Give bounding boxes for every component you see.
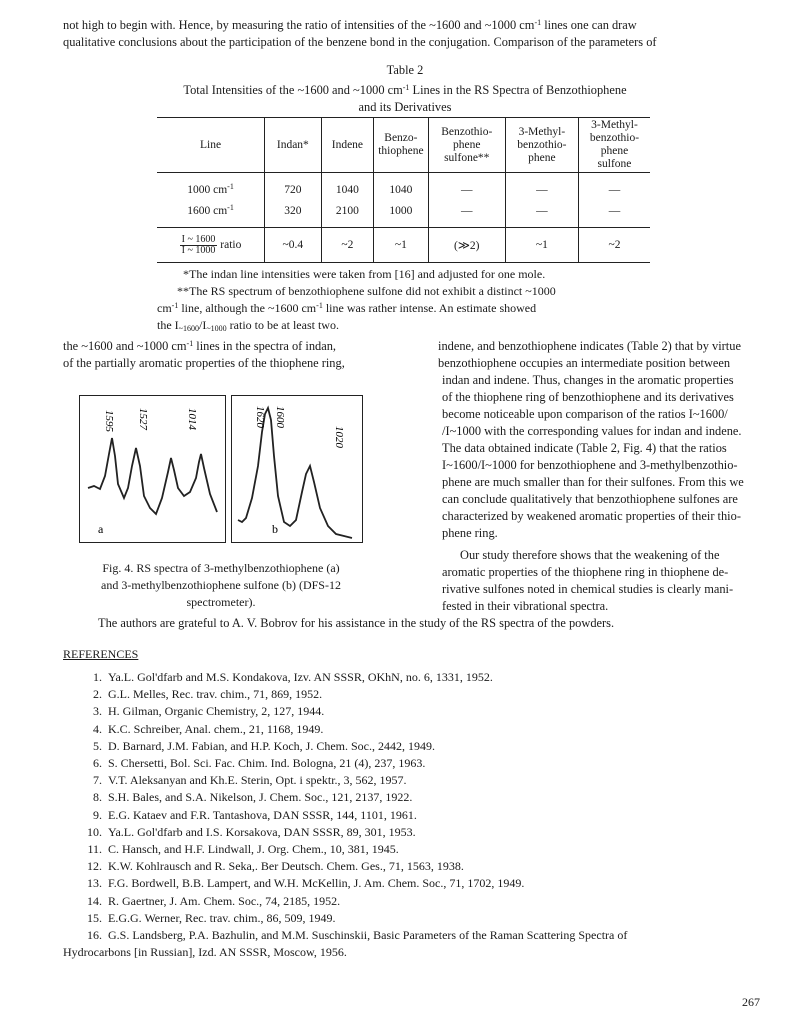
list-item: 6. S. Chersetti, Bol. Sci. Fac. Chim. Ind. Bologna, 21 (4), 237, 1963.	[93, 756, 426, 771]
list-item: 10. Ya.L. Gol'dfarb and I.S. Korsakova, DAN SSSR, 89, 301, 1953.	[87, 824, 416, 839]
intro-text: not high to begin with. Hence, by measuring the ratio of intensities of the ~1600 and ~1000 $cm^{-1}$ lines one can draw qualitative conclusions about the participation of the benzene bond in the conjugation. Comparison of the parameters of	[63, 18, 657, 49]
panel-label: b	[272, 522, 278, 536]
table-cell: ~1	[505, 228, 578, 263]
table-row	[157, 201, 650, 228]
footnote-2: **The RS spectrum of benzothiophene sulfone did not exhibit a distinct ~1000	[177, 284, 556, 298]
header-benzothiophene-sulfone: Benzothio- phene sulfone**	[428, 118, 505, 173]
list-item: 9. E.G. Kataev and F.R. Tantashova, DAN SSSR, 144, 1101, 1961.	[93, 807, 417, 822]
list-item: 12. K.W. Kohlrausch and R. Seka,. Ber Deutsch. Chem. Ges., 71, 1563, 1938.	[87, 859, 464, 874]
list-item: 7. V.T. Aleksanyan and Kh.E. Sterin, Opt. i spektr., 3, 562, 1957.	[93, 773, 407, 788]
header-indan: Indan*	[265, 118, 322, 173]
row-line-label: 1600 $cm^{-1}$	[187, 203, 234, 217]
table-cell: ~2	[321, 228, 373, 263]
peak-label: 1620	[254, 406, 266, 428]
header-indene: Indene	[321, 118, 373, 173]
table-cell: ~1	[374, 228, 429, 263]
table-cell: —	[505, 201, 578, 228]
figure-caption: Fig. 4. RS spectra of 3-methylbenzothiophene (a) and 3-methylbenzothiophene sulfone (b) (DFS-12 spectrometer).	[101, 561, 341, 609]
peak-label: 1527	[137, 408, 149, 430]
header-methyl-benzothiophene: 3-Methyl- benzothio- phene	[505, 118, 578, 173]
table-cell: —	[505, 173, 578, 202]
intensity-table	[157, 117, 650, 263]
peak-label: 1600	[274, 406, 286, 428]
list-item: 1. Ya.L. Gol'dfarb and M.S. Kondakova, Izv. AN SSSR, OKhN, no. 6, 1331, 1952.	[93, 670, 493, 684]
acknowledgement: The authors are grateful to A. V. Bobrov for his assistance in the study of the RS spectra of the powders.	[98, 616, 615, 630]
table-cell: 320	[265, 201, 322, 228]
list-item: 2. G.L. Melles, Rec. trav. chim., 71, 869, 1952.	[93, 687, 323, 702]
body-left: the ~1600 and ~1000 $cm^{-1}$ lines in the spectra of indan, of the partially aromatic properties of the thiophene ring,	[63, 339, 345, 370]
list-item: 4. K.C. Schreiber, Anal. chem., 21, 1168, 1949.	[93, 721, 324, 736]
body-right: indene, and benzothiophene indicates (Table 2) that by virtue benzothiophene occupies an intermediate position between indan and indene. Thus, changes in the aromatic properties of the thiophene ring of benzothiophene and its derivatives become noticeable upon comparison of the ratios I~1600/ /I~1000 with the corresponding values for indan and indene. The data obtained indicate (Table 2, Fig. 4) that the ratios I~1600/I~1000 for benzothiophene and 3-methylbenzothio- phene are much smaller than for their sulfones. From this we can conclude qualitatively that benzothiophene sulfones are characterized by weakened aromatic properties of their thio- phene ring. Our study therefore shows that the weakening of the aromatic properties of the thiophene ring in thiophene de- rivative sulfones noted in chemical studies is clearly mani- fested in their vibrational spectra.	[438, 339, 744, 613]
peak-label: 1020	[333, 426, 345, 448]
figure-panel-b	[231, 395, 363, 543]
footnote-1: *The indan line intensities were taken from [16] and adjusted for one mole.	[183, 267, 546, 281]
references-list	[78, 669, 778, 944]
peak-label: 1014	[186, 408, 198, 430]
header-line: Line	[157, 118, 265, 173]
list-item: 8. S.H. Bales, and S.A. Nikelson, J. Chem. Soc., 121, 2137, 1922.	[93, 790, 413, 805]
header-methyl-benzothiophene-sulfone: 3-Methyl- benzothio- phene sulfone	[578, 118, 650, 173]
table-cell: —	[578, 173, 650, 202]
spectrum-b	[232, 396, 362, 542]
ratio-label: $\frac{I \sim 1600}{I \sim 1000}$ ratio	[157, 228, 265, 263]
table-cell: —	[428, 173, 505, 202]
row-line-label: 1000 $cm^{-1}$	[187, 182, 234, 196]
table-ratio-row	[157, 228, 650, 263]
figure-panel-a	[79, 395, 226, 543]
spectrum-a	[80, 396, 225, 542]
table-cell: 1000	[374, 201, 429, 228]
list-item: 15. E.G.G. Werner, Rec. trav. chim., 86, 509, 1949.	[87, 910, 336, 925]
list-item: 13. F.G. Bordwell, B.B. Lampert, and W.H. McKellin, J. Am. Chem. Soc., 71, 1702, 1949.	[87, 876, 525, 891]
list-item: 3. H. Gilman, Organic Chemistry, 2, 127, 1944.	[93, 704, 325, 719]
table-cell: ~2	[578, 228, 650, 263]
peak-label: 1595	[103, 410, 115, 432]
header-benzothiophene: Benzo- thiophene	[374, 118, 429, 173]
table-label: Table 2	[386, 63, 424, 77]
references-heading: REFERENCES	[63, 647, 139, 661]
panel-label: a	[98, 522, 104, 536]
table-cell: 1040	[321, 173, 373, 202]
table-row	[157, 173, 650, 202]
table-caption: Total Intensities of the ~1600 and ~1000 $cm^{-1}$ Lines in the RS Spectra of Benzothiophene and its Derivatives	[183, 83, 627, 114]
list-item: 14. R. Gaertner, J. Am. Chem. Soc., 74, 2185, 1952.	[87, 893, 341, 908]
table-cell: (≫2)	[428, 228, 505, 263]
list-item: 11. C. Hansch, and H.F. Lindwall, J. Org. Chem., 10, 381, 1945.	[87, 842, 399, 857]
table-header-row	[157, 118, 650, 173]
table-cell: —	[578, 201, 650, 228]
list-item: 16. G.S. Landsberg, P.A. Bazhulin, and M.M. Suschinskii, Basic Parameters of the Raman Scattering Spectra of	[87, 928, 628, 943]
table-cell: 2100	[321, 201, 373, 228]
table-cell: 1040	[374, 173, 429, 202]
list-item: 5. D. Barnard, J.M. Fabian, and H.P. Koch, J. Chem. Soc., 2442, 1949.	[93, 738, 435, 753]
table-cell: 720	[265, 173, 322, 202]
reference-continuation: Hydrocarbons [in Russian], Izd. AN SSSR, Moscow, 1956.	[63, 945, 347, 959]
table-cell: ~0.4	[265, 228, 322, 263]
page-number: 267	[742, 995, 760, 1009]
table-footnotes: *The indan line intensities were taken from [16] and adjusted for one mole. **The RS spectrum of benzothiophene sulfone did not exhibit a distinct ~1000 $cm^{-1}$ line, although the ~1600 $cm^{-1}$ line was rather intense. An estimate showed the $I_{\sim 1600}/I_{\sim 1000}$ ratio to be at least two.	[157, 266, 637, 334]
table-cell: —	[428, 201, 505, 228]
